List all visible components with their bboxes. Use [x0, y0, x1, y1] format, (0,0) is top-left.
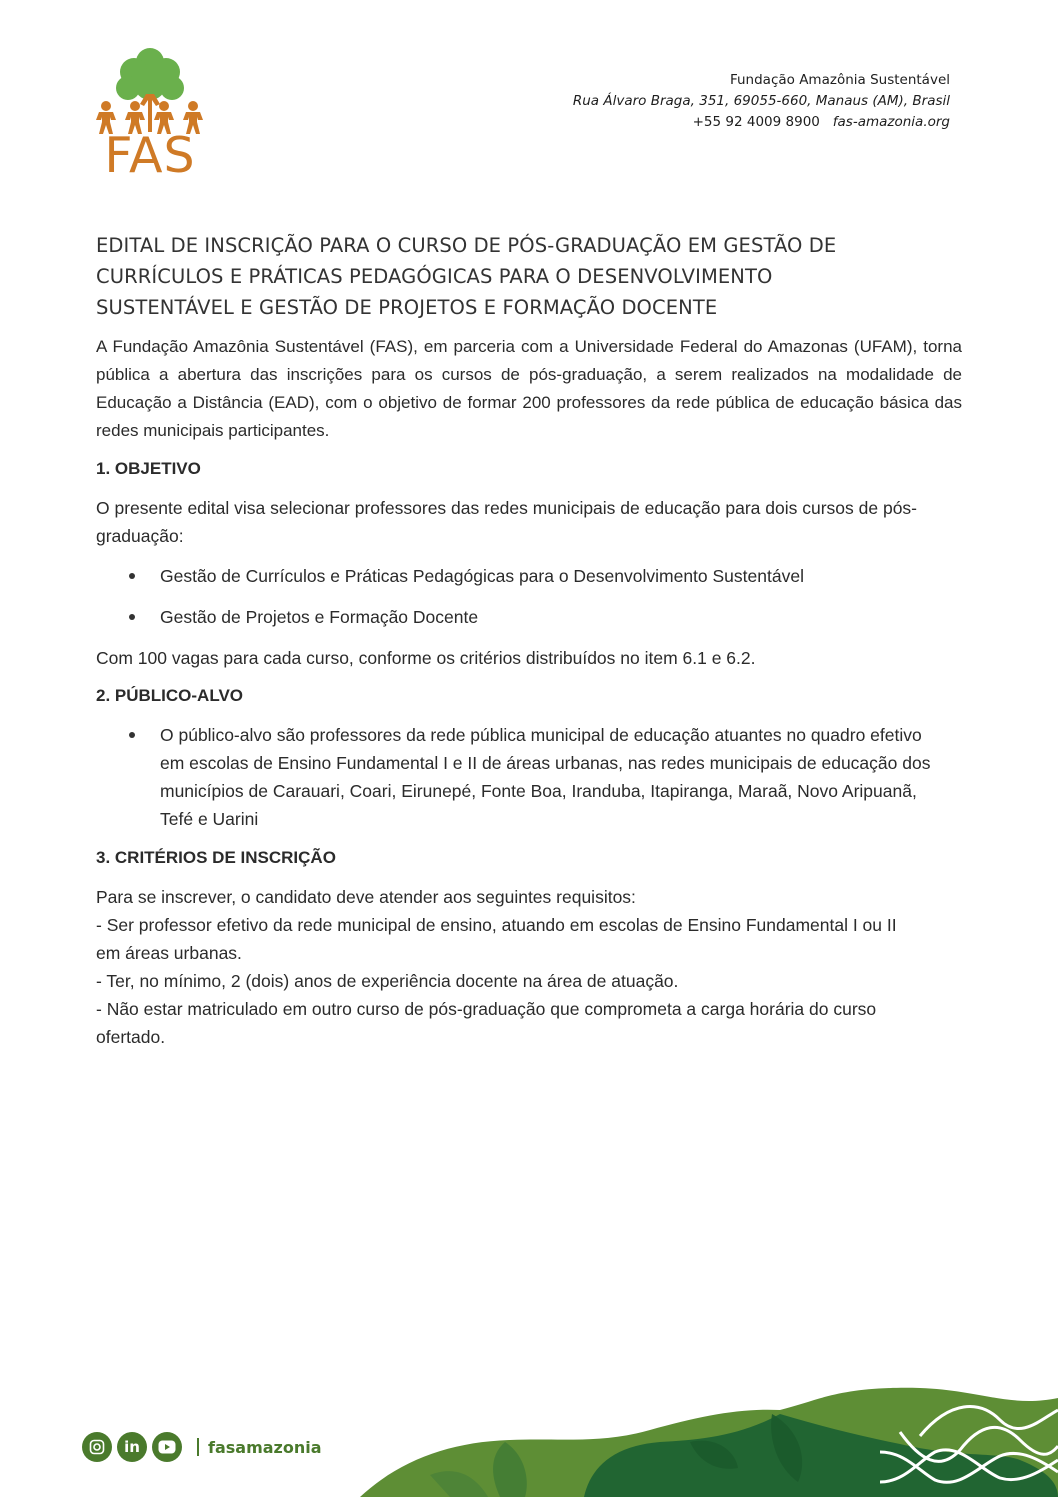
list-item	[96, 562, 962, 590]
divider	[197, 1438, 199, 1456]
bullet-icon	[129, 573, 135, 579]
header-contact	[573, 70, 950, 133]
document-body	[96, 230, 962, 1063]
section-heading-objetivo: 1. OBJETIVO	[96, 459, 201, 478]
linkedin-icon[interactable]	[117, 1432, 147, 1462]
title-line: SUSTENTÁVEL E GESTÃO DE PROJETOS E FORMAÇÃO DOCENTE	[96, 296, 718, 319]
youtube-glyph	[158, 1440, 176, 1454]
logo-text: FAS	[104, 127, 196, 184]
list-item	[96, 721, 962, 833]
social-handle[interactable]: fasamazonia	[208, 1437, 322, 1457]
footer-wave-decoration	[360, 1380, 1058, 1497]
criterio-line: - Ter, no mínimo, 2 (dois) anos de experiência docente na área de atuação.	[96, 971, 679, 991]
list-item-text: O público-alvo são professores da rede pública municipal de educação atuantes no quadro efetivo em escolas de Ensino Fundamental I e II de áreas urbanas, nas redes municipais de educação dos municípios de Carauari, Coari, Eirunepé, Fonte Boa, Iranduba, Itapiranga, Maraã, Novo Aripuanã, Tefé e Uarini	[160, 725, 931, 829]
address: Rua Álvaro Braga, 351, 69055-660, Manaus (AM), Brasil	[572, 93, 950, 109]
youtube-icon[interactable]	[152, 1432, 182, 1462]
instagram-glyph	[89, 1439, 105, 1455]
title-line: EDITAL DE INSCRIÇÃO PARA O CURSO DE PÓS-GRADUAÇÃO EM GESTÃO DE	[96, 234, 837, 257]
instagram-icon[interactable]	[82, 1432, 112, 1462]
criterio-line: - Não estar matriculado em outro curso de pós-graduação que comprometa a carga horária do curso ofertado.	[96, 999, 877, 1047]
footer-social	[82, 1432, 322, 1462]
criterios-block	[96, 883, 962, 1051]
objetivo-paragraph: O presente edital visa selecionar professores das redes municipais de educação para dois cursos de pós-graduação:	[96, 498, 918, 546]
contact-line	[573, 112, 950, 133]
publico-list	[96, 721, 962, 833]
document-title	[96, 230, 962, 323]
vagas-paragraph: Com 100 vagas para cada curso, conforme os critérios distribuídos no item 6.1 e 6.2.	[96, 648, 756, 668]
section-heading-publico-alvo: 2. PÚBLICO-ALVO	[96, 686, 244, 705]
courses-list	[96, 562, 962, 631]
list-item	[96, 603, 962, 631]
criterio-line: - Ser professor efetivo da rede municipal de ensino, atuando em escolas de Ensino Fundamental I ou II em áreas urbanas.	[96, 915, 897, 963]
website-link[interactable]: fas-amazonia.org	[832, 114, 950, 130]
bullet-icon	[129, 614, 135, 620]
list-item-text: Gestão de Projetos e Formação Docente	[160, 607, 479, 627]
bullet-icon	[129, 732, 135, 738]
list-item-text: Gestão de Currículos e Práticas Pedagógicas para o Desenvolvimento Sustentável	[160, 566, 804, 586]
phone: +55 92 4009 8900	[692, 114, 820, 130]
intro-paragraph: A Fundação Amazônia Sustentável (FAS), em parceria com a Universidade Federal do Amazonas (UFAM), torna pública a abertura das inscrições para os cursos de pós-graduação, a serem realizados na modalidade de Educação a Distância (EAD), com o objetivo de formar 200 professores da rede pública de educação básica das redes municipais participantes.	[96, 337, 962, 440]
linkedin-label: in	[124, 1438, 140, 1456]
tree-icon	[116, 48, 184, 100]
org-name: Fundação Amazônia Sustentável	[729, 72, 950, 88]
section-heading-criterios: 3. CRITÉRIOS DE INSCRIÇÃO	[96, 848, 336, 867]
title-line: CURRÍCULOS E PRÁTICAS PEDAGÓGICAS PARA O DESENVOLVIMENTO	[96, 265, 773, 288]
criterio-line: Para se inscrever, o candidato deve atender aos seguintes requisitos:	[96, 887, 636, 907]
